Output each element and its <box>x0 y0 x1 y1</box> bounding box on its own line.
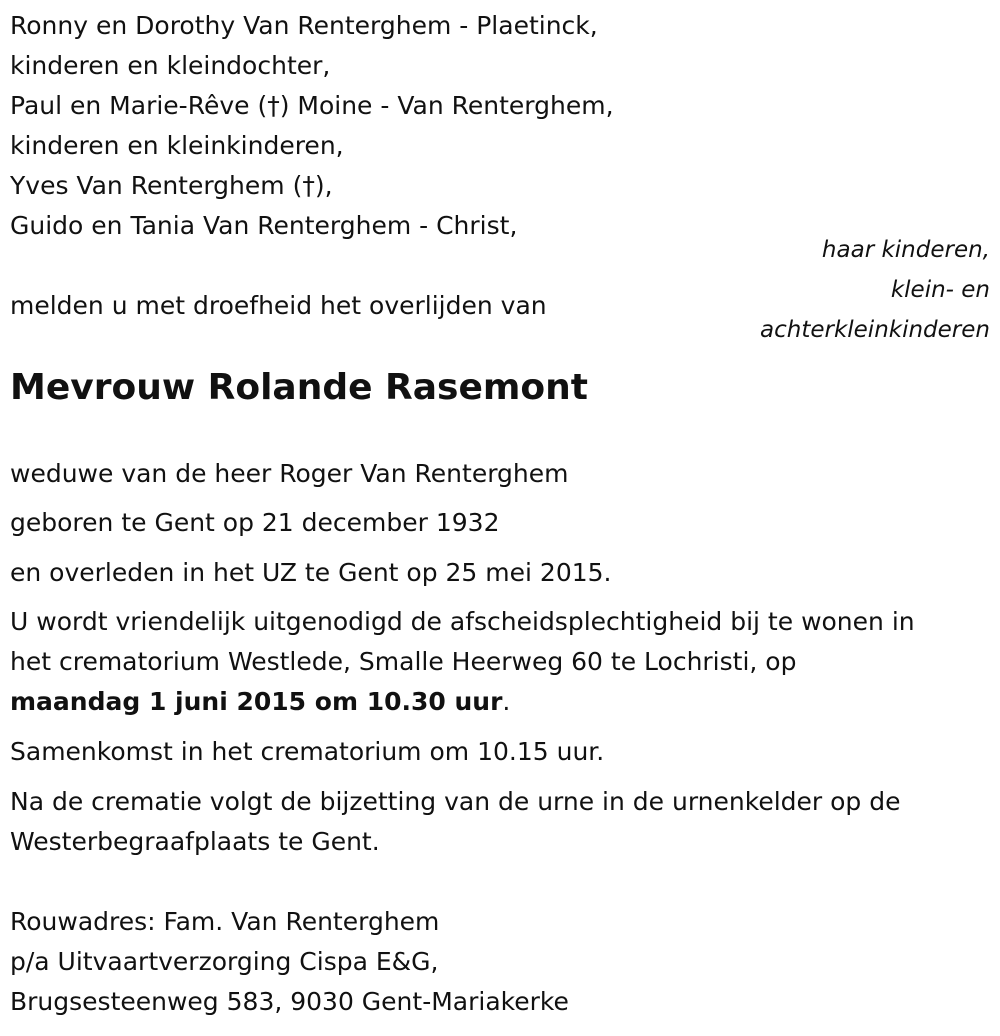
ceremony-date <box>10 682 510 722</box>
urn-line: Na de crematie volgt de bijzetting van de urne in de urnenkelder op de <box>10 787 901 816</box>
widow-of: weduwe van de heer Roger Van Renterghem <box>10 459 569 488</box>
invitation-line: U wordt vriendelijk uitgenodigd de afscheidsplechtigheid bij te wonen in <box>10 607 915 636</box>
birth-info: geboren te Gent op 21 december 1932 <box>10 508 500 537</box>
gathering-info: Samenkomst in het crematorium om 10.15 uur. <box>10 737 605 766</box>
deceased-name: Mevrouw Rolande Rasemont <box>10 367 588 408</box>
address-line: Brugsesteenweg 583, 9030 Gent-Mariakerke <box>10 987 569 1016</box>
ceremony-date-suffix: . <box>502 687 511 716</box>
family-line: Paul en Marie-Rêve (†) Moine - Van Renterghem, <box>10 91 614 120</box>
urn-line: Westerbegraafplaats te Gent. <box>10 827 380 856</box>
family-line: Yves Van Renterghem (†), <box>10 171 333 200</box>
relatives-note-line: achterkleinkinderen <box>760 317 990 343</box>
family-line: kinderen en kleinkinderen, <box>10 131 344 160</box>
relatives-note-line: haar kinderen, <box>821 237 990 263</box>
relatives-note-line: klein- en <box>890 277 990 303</box>
address-line: p/a Uitvaartverzorging Cispa E&G, <box>10 947 439 976</box>
invitation-line: het crematorium Westlede, Smalle Heerweg 60 te Lochristi, op <box>10 647 797 676</box>
death-info: en overleden in het UZ te Gent op 25 mei 2015. <box>10 558 612 587</box>
address-line: Rouwadres: Fam. Van Renterghem <box>10 907 440 936</box>
family-line: Ronny en Dorothy Van Renterghem - Plaetinck, <box>10 11 598 40</box>
family-line: Guido en Tania Van Renterghem - Christ, <box>10 211 518 240</box>
ceremony-date-time: maandag 1 juni 2015 om 10.30 uur <box>10 687 503 716</box>
announcement: melden u met droefheid het overlijden van <box>10 291 547 320</box>
family-line: kinderen en kleindochter, <box>10 51 331 80</box>
